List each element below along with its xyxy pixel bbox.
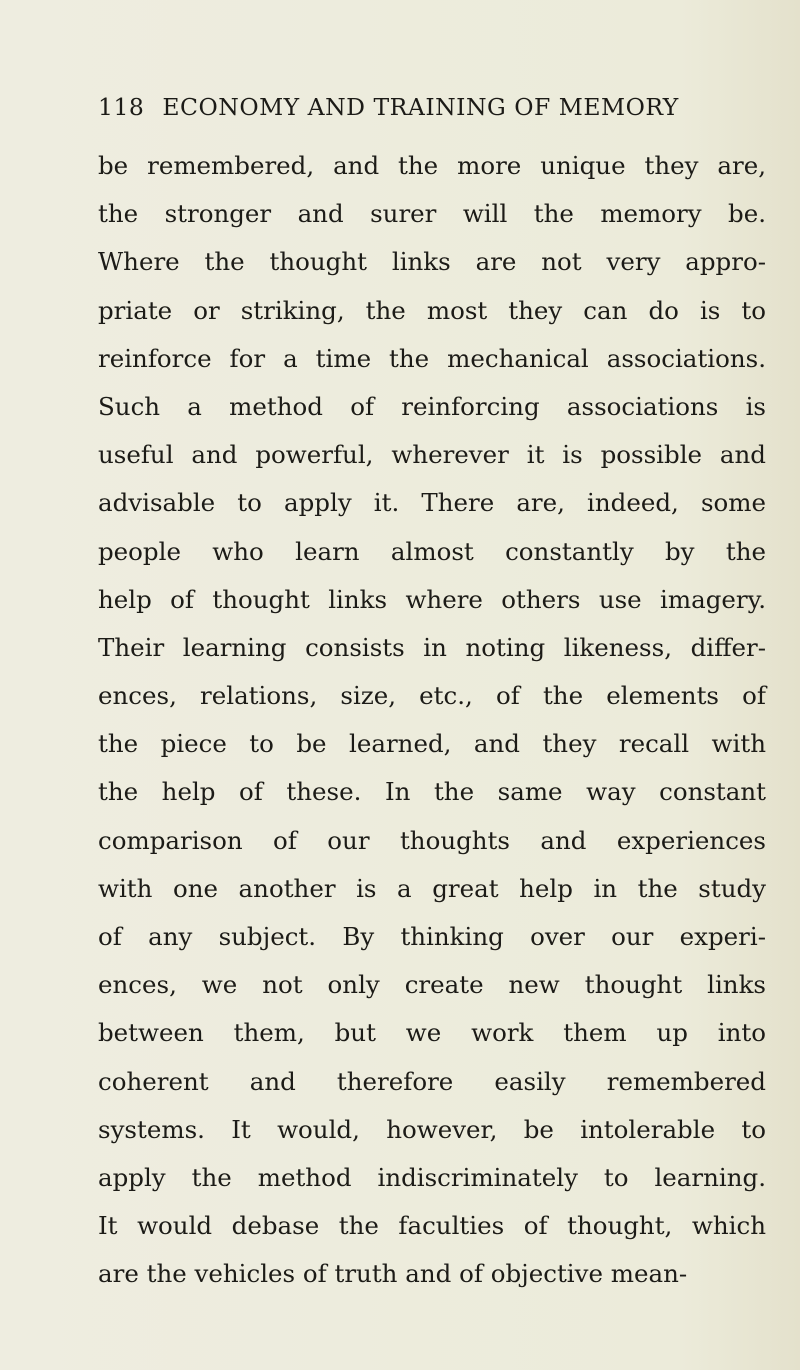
text-line: the stronger and surer will the memory be. — [98, 199, 766, 229]
text-line: ences, we not only create new thought links — [98, 970, 766, 1000]
text-line: It would debase the faculties of thought, which — [98, 1211, 766, 1241]
text-line: help of thought links where others use imagery. — [98, 584, 766, 614]
text-line: be remembered, and the more unique they are, — [98, 151, 766, 180]
text-line: people who learn almost constantly by the — [98, 536, 766, 566]
running-head — [98, 93, 679, 123]
page-number: 118 — [98, 93, 145, 121]
text-line: between them, but we work them up into — [98, 1018, 766, 1048]
text-line: with one another is a great help in the study — [98, 873, 766, 903]
body-text — [98, 142, 766, 1299]
text-line: of any subject. By thinking over our experi- — [98, 922, 766, 951]
text-line: priate or striking, the most they can do is to — [98, 295, 766, 325]
text-line: useful and powerful, wherever it is possible and — [98, 440, 766, 470]
text-line: are the vehicles of truth and of objective mean- — [98, 1259, 688, 1289]
text-line: Their learning consists in noting likeness, differ- — [98, 632, 766, 662]
text-line: coherent and therefore easily remembered — [98, 1066, 766, 1096]
text-line: ences, relations, size, etc., of the elements of — [98, 681, 766, 711]
text-line: Where the thought links are not very appro- — [98, 247, 766, 277]
running-title: ECONOMY AND TRAINING OF MEMORY — [162, 93, 679, 121]
text-line: advisable to apply it. There are, indeed, some — [98, 488, 766, 518]
text-line: the piece to be learned, and they recall with — [98, 729, 766, 759]
text-line: systems. It would, however, be intolerable to — [98, 1114, 766, 1144]
text-line: Such a method of reinforcing associations is — [98, 391, 766, 421]
text-line: apply the method indiscriminately to learning. — [98, 1162, 766, 1192]
text-line: the help of these. In the same way constant — [98, 777, 766, 807]
text-line: reinforce for a time the mechanical associations. — [98, 343, 766, 373]
text-line: comparison of our thoughts and experiences — [98, 825, 766, 855]
